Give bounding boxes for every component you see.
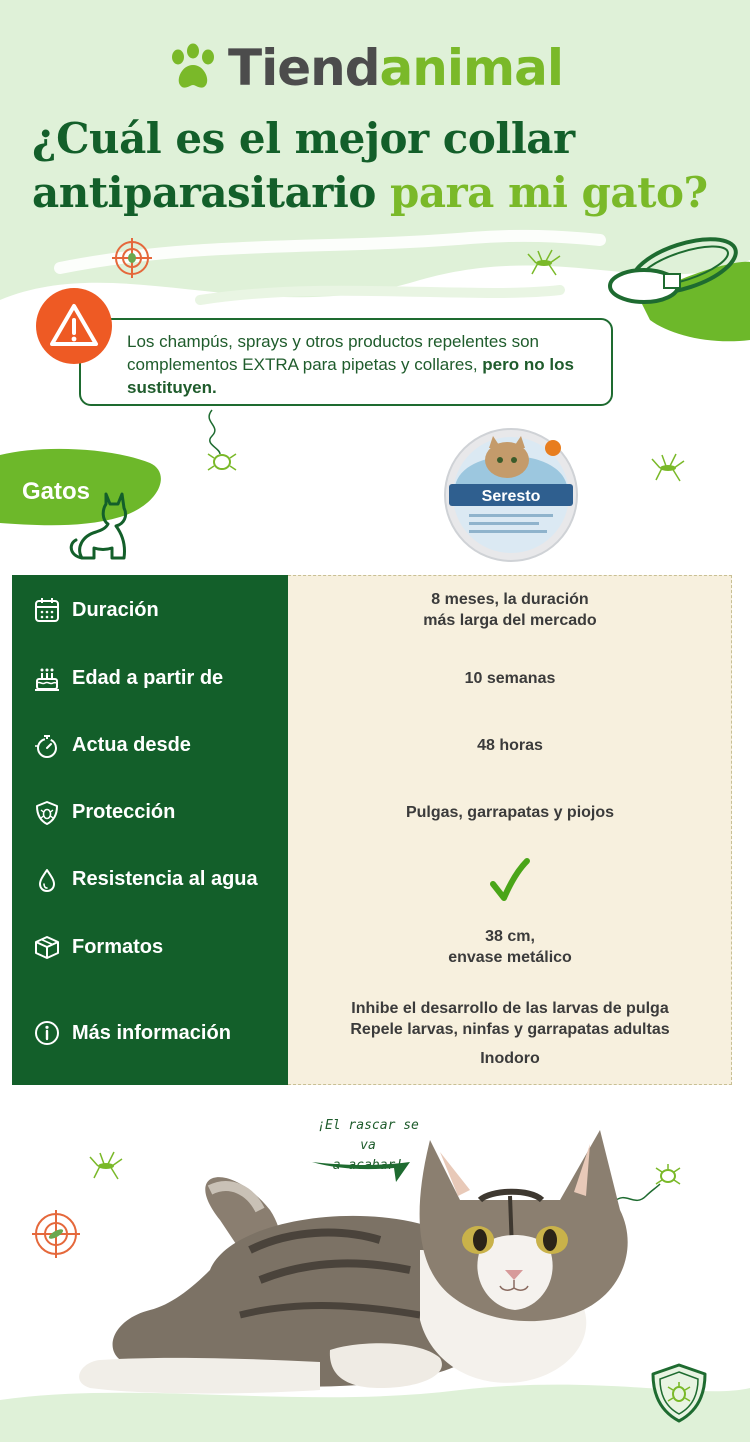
table-row-label-cell bbox=[12, 645, 288, 712]
table-row-value-cell bbox=[288, 779, 732, 846]
table-row-label: Formatos bbox=[72, 935, 164, 958]
cat-silhouette-icon bbox=[66, 488, 142, 564]
table-row-value-cell bbox=[288, 981, 732, 1085]
table-row-value: Inhibe el desarrollo de las larvas de pulga bbox=[351, 999, 669, 1017]
table-row-label: Resistencia al agua bbox=[72, 868, 258, 890]
table-row-value-cell bbox=[288, 913, 732, 981]
mosquito-icon bbox=[526, 248, 562, 278]
page-title bbox=[32, 112, 732, 220]
checkmark-icon bbox=[490, 858, 530, 902]
stopwatch-icon bbox=[34, 733, 60, 759]
table-row-label-cell bbox=[12, 575, 288, 645]
warning-badge bbox=[36, 288, 112, 364]
brand-name-part2: animal bbox=[379, 39, 563, 97]
title-line2-highlight: para mi gato? bbox=[389, 168, 708, 217]
table-row-actua bbox=[12, 712, 732, 779]
brand-logo bbox=[168, 38, 563, 98]
table-row-label: Edad a partir de bbox=[72, 667, 224, 689]
info-icon bbox=[34, 1020, 60, 1046]
table-row-resistencia bbox=[12, 846, 732, 913]
table-row-label-cell bbox=[12, 712, 288, 779]
table-row-label: Protección bbox=[72, 801, 176, 823]
table-row-value-cell bbox=[288, 846, 732, 913]
table-row-edad bbox=[12, 645, 732, 712]
box-icon bbox=[34, 934, 60, 960]
table-row-formatos bbox=[12, 913, 732, 981]
paw-icon bbox=[168, 43, 218, 93]
seresto-product-image bbox=[443, 426, 579, 564]
bug-trail-icon bbox=[200, 408, 240, 474]
table-row-value: Inodoro bbox=[480, 1049, 540, 1067]
warning-text: Los champús, sprays y otros productos repelentes son complementos EXTRA para pipetas y collares, bbox=[127, 332, 539, 374]
title-line2-part1: antiparasitario bbox=[32, 168, 390, 217]
table-row-value: 10 semanas bbox=[464, 670, 556, 687]
table-row-label: Duración bbox=[72, 598, 159, 621]
table-row-value: Repele larvas, ninfas y garrapatas adultas bbox=[350, 1020, 670, 1038]
target-bug-icon bbox=[110, 236, 154, 280]
title-line2 bbox=[32, 166, 732, 220]
table-row-mas-informacion bbox=[12, 981, 732, 1085]
section-label: Gatos bbox=[22, 478, 91, 505]
title-line1: ¿Cuál es el mejor collar bbox=[32, 114, 575, 163]
table-row-proteccion bbox=[12, 779, 732, 846]
table-row-value-cell bbox=[288, 645, 732, 712]
table-row-value: 48 horas bbox=[477, 737, 543, 754]
shield-bug-icon bbox=[34, 800, 60, 826]
table-row-label-cell bbox=[12, 981, 288, 1085]
speech-line1: ¡El rascar se va bbox=[317, 1118, 419, 1153]
cake-icon bbox=[34, 666, 60, 692]
table-row-label-cell bbox=[12, 779, 288, 846]
table-row-value: envase metálico bbox=[448, 949, 572, 966]
table-row-duracion bbox=[12, 575, 732, 645]
table-row-value: 38 cm, bbox=[485, 928, 535, 945]
warning-triangle-icon bbox=[36, 288, 112, 364]
mosquito-icon bbox=[650, 452, 686, 484]
collar-illustration bbox=[604, 228, 744, 318]
table-row-value: 8 meses, la duración bbox=[431, 591, 589, 608]
brand-name bbox=[228, 38, 563, 98]
table-row-value: más larga del mercado bbox=[423, 612, 597, 629]
table-row-label: Más información bbox=[72, 1021, 231, 1044]
product-brand-label: Seresto bbox=[481, 488, 541, 505]
warning-bold-text: pero no los sustituyen. bbox=[127, 355, 574, 397]
table-row-label: Actua desde bbox=[72, 734, 191, 756]
warning-box bbox=[79, 318, 613, 406]
product-comparison-table bbox=[12, 575, 732, 1085]
table-row-label-cell bbox=[12, 913, 288, 981]
shield-bug-badge-icon bbox=[648, 1362, 710, 1424]
water-drop-icon bbox=[34, 867, 60, 893]
brand-name-part1: Tiend bbox=[228, 39, 380, 97]
table-row-label-cell bbox=[12, 846, 288, 913]
table-row-value-cell bbox=[288, 575, 732, 645]
speech-bubble-tail bbox=[310, 1156, 420, 1186]
table-row-value: Pulgas, garrapatas y piojos bbox=[405, 804, 615, 821]
calendar-icon bbox=[34, 597, 60, 623]
table-row-value-cell bbox=[288, 712, 732, 779]
